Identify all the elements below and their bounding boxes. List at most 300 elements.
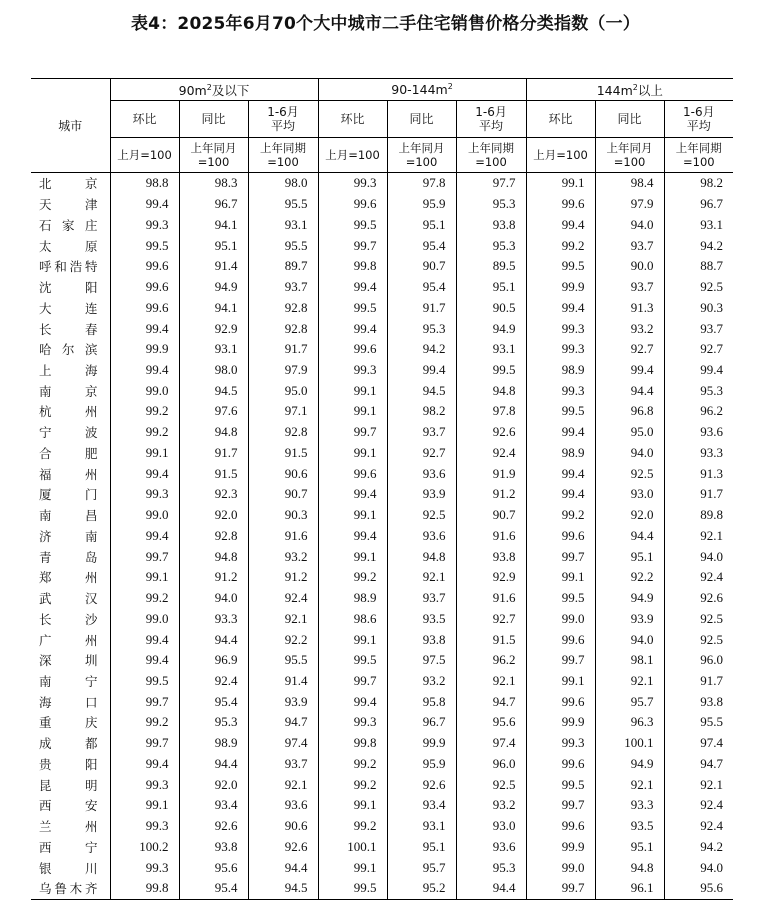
- value-cell: 93.7: [387, 588, 456, 609]
- value-cell: 90.3: [248, 505, 318, 526]
- header-col-base-line: =100: [613, 155, 646, 169]
- table-row: [31, 754, 733, 775]
- value-cell: 94.5: [387, 380, 456, 401]
- value-cell: 99.3: [110, 484, 179, 505]
- table-row: [31, 380, 733, 401]
- value-cell: 96.0: [664, 650, 733, 671]
- value-cell: 96.7: [179, 194, 248, 215]
- value-cell: 99.4: [110, 525, 179, 546]
- value-cell: 100.2: [110, 837, 179, 858]
- header-col-base-line: 上年同期: [260, 141, 307, 155]
- value-cell: 93.2: [456, 795, 526, 816]
- city-cell: 西安: [39, 798, 98, 814]
- header-col-base: 上月=100: [526, 138, 595, 173]
- city-cell: 北京: [39, 176, 98, 192]
- value-cell: 98.0: [179, 360, 248, 381]
- value-cell: 99.4: [526, 484, 595, 505]
- value-cell: 94.1: [179, 297, 248, 318]
- value-cell: 99.2: [318, 816, 387, 837]
- value-cell: 93.7: [595, 277, 664, 298]
- value-cell: 92.1: [387, 567, 456, 588]
- value-cell: 92.4: [456, 443, 526, 464]
- header-col-base-line: =100: [475, 155, 507, 169]
- value-cell: 93.1: [248, 214, 318, 235]
- value-cell: 95.9: [387, 194, 456, 215]
- value-cell: 95.1: [456, 277, 526, 298]
- table-row: [31, 878, 733, 899]
- table-row: [31, 194, 733, 215]
- value-cell: 99.9: [526, 277, 595, 298]
- header-group-sup: 2: [206, 82, 212, 92]
- table-row: [31, 567, 733, 588]
- value-cell: 99.5: [318, 214, 387, 235]
- value-cell: 92.9: [456, 567, 526, 588]
- city-cell: 厦门: [39, 487, 98, 503]
- value-cell: 99.3: [318, 360, 387, 381]
- value-cell: 92.7: [387, 443, 456, 464]
- value-cell: 99.4: [110, 463, 179, 484]
- value-cell: 95.6: [664, 878, 733, 899]
- city-cell: 郑州: [39, 570, 98, 586]
- value-cell: 91.7: [387, 297, 456, 318]
- table-row: [31, 277, 733, 298]
- value-cell: 94.0: [179, 588, 248, 609]
- value-cell: 99.5: [526, 256, 595, 277]
- value-cell: 99.4: [110, 318, 179, 339]
- city-cell: 呼和浩特: [39, 259, 98, 275]
- value-cell: 97.9: [248, 360, 318, 381]
- value-cell: 92.4: [664, 816, 733, 837]
- value-cell: 95.5: [248, 650, 318, 671]
- value-cell: 99.1: [318, 629, 387, 650]
- value-cell: 94.7: [248, 712, 318, 733]
- table-row: [31, 173, 733, 194]
- table-row: [31, 671, 733, 692]
- city-cell: 合肥: [39, 445, 98, 461]
- value-cell: 92.9: [179, 318, 248, 339]
- value-cell: 92.1: [248, 608, 318, 629]
- value-cell: 91.9: [456, 463, 526, 484]
- value-cell: 97.4: [456, 733, 526, 754]
- value-cell: 95.5: [664, 712, 733, 733]
- value-cell: 92.2: [595, 567, 664, 588]
- value-cell: 94.8: [456, 380, 526, 401]
- header-col-name: [248, 101, 318, 138]
- value-cell: 95.1: [387, 837, 456, 858]
- value-cell: 99.2: [110, 712, 179, 733]
- header-col-name-line: 平均: [271, 119, 296, 133]
- value-cell: 99.3: [526, 318, 595, 339]
- value-cell: 99.4: [387, 360, 456, 381]
- header-col-name: 环比: [526, 101, 595, 138]
- value-cell: 92.7: [664, 339, 733, 360]
- value-cell: 98.4: [595, 173, 664, 194]
- header-col-base-line: =100: [405, 155, 438, 169]
- value-cell: 93.6: [387, 463, 456, 484]
- value-cell: 99.1: [318, 505, 387, 526]
- table-row: [31, 650, 733, 671]
- value-cell: 92.8: [248, 422, 318, 443]
- value-cell: 99.0: [110, 505, 179, 526]
- value-cell: 92.1: [595, 774, 664, 795]
- value-cell: 97.8: [456, 401, 526, 422]
- value-cell: 93.2: [595, 318, 664, 339]
- value-cell: 97.7: [456, 173, 526, 194]
- value-cell: 90.7: [387, 256, 456, 277]
- value-cell: 99.1: [318, 443, 387, 464]
- value-cell: 91.2: [179, 567, 248, 588]
- value-cell: 93.1: [456, 339, 526, 360]
- value-cell: 99.1: [110, 795, 179, 816]
- value-cell: 94.9: [595, 588, 664, 609]
- header-col-name-line: 平均: [479, 119, 504, 133]
- value-cell: 99.7: [318, 235, 387, 256]
- table-row: [31, 588, 733, 609]
- value-cell: 98.9: [526, 360, 595, 381]
- value-cell: 99.4: [110, 754, 179, 775]
- value-cell: 93.1: [179, 339, 248, 360]
- value-cell: 99.3: [110, 214, 179, 235]
- city-cell: 广州: [39, 632, 98, 648]
- value-cell: 92.2: [248, 629, 318, 650]
- value-cell: 99.4: [110, 650, 179, 671]
- value-cell: 93.8: [387, 629, 456, 650]
- value-cell: 93.8: [179, 837, 248, 858]
- value-cell: 99.8: [110, 878, 179, 899]
- value-cell: 99.7: [526, 546, 595, 567]
- value-cell: 93.6: [248, 795, 318, 816]
- value-cell: 90.6: [248, 816, 318, 837]
- header-col-name: 同比: [387, 101, 456, 138]
- value-cell: 93.0: [456, 816, 526, 837]
- value-cell: 98.8: [110, 173, 179, 194]
- value-cell: 94.7: [456, 691, 526, 712]
- value-cell: 95.0: [248, 380, 318, 401]
- value-cell: 92.6: [179, 816, 248, 837]
- value-cell: 99.4: [110, 360, 179, 381]
- value-cell: 95.9: [387, 754, 456, 775]
- city-cell: 长春: [39, 321, 98, 337]
- value-cell: 99.5: [318, 297, 387, 318]
- value-cell: 93.4: [387, 795, 456, 816]
- table-row: [31, 401, 733, 422]
- value-cell: 92.4: [179, 671, 248, 692]
- table-row: [31, 256, 733, 277]
- city-cell: 哈尔滨: [39, 342, 98, 358]
- table-row: [31, 443, 733, 464]
- table-row: [31, 816, 733, 837]
- value-cell: 93.6: [456, 837, 526, 858]
- value-cell: 99.4: [318, 525, 387, 546]
- value-cell: 99.2: [110, 588, 179, 609]
- value-cell: 91.7: [664, 484, 733, 505]
- header-col-name-line: 1-6月: [682, 105, 715, 119]
- value-cell: 94.1: [179, 214, 248, 235]
- value-cell: 99.9: [387, 733, 456, 754]
- value-cell: 93.2: [387, 671, 456, 692]
- value-cell: 94.0: [664, 857, 733, 878]
- value-cell: 92.8: [248, 318, 318, 339]
- city-cell: 兰州: [39, 819, 98, 835]
- value-cell: 94.5: [248, 878, 318, 899]
- value-cell: 92.0: [595, 505, 664, 526]
- value-cell: 99.4: [526, 297, 595, 318]
- table-row: [31, 235, 733, 256]
- value-cell: 99.7: [110, 546, 179, 567]
- city-cell: 武汉: [39, 591, 98, 607]
- value-cell: 99.3: [526, 339, 595, 360]
- header-col-base: [664, 138, 733, 173]
- city-cell: 福州: [39, 466, 98, 482]
- value-cell: 90.5: [456, 297, 526, 318]
- header-group-3: $144m^2$以上: [526, 79, 733, 101]
- city-cell: 济南: [39, 528, 98, 544]
- value-cell: 99.6: [318, 463, 387, 484]
- value-cell: 99.8: [318, 256, 387, 277]
- table-row: [31, 297, 733, 318]
- value-cell: 99.7: [110, 691, 179, 712]
- header-col-name: 环比: [318, 101, 387, 138]
- value-cell: 94.8: [179, 546, 248, 567]
- header-city: 城市: [31, 79, 110, 173]
- value-cell: 99.6: [110, 297, 179, 318]
- value-cell: 99.1: [318, 795, 387, 816]
- value-cell: 99.6: [110, 256, 179, 277]
- header-col-base-line: =100: [683, 155, 715, 169]
- header-col-name: [456, 101, 526, 138]
- value-cell: 100.1: [318, 837, 387, 858]
- value-cell: 92.6: [387, 774, 456, 795]
- table-row: [31, 525, 733, 546]
- value-cell: 92.1: [456, 671, 526, 692]
- value-cell: 98.9: [318, 588, 387, 609]
- value-cell: 99.4: [526, 463, 595, 484]
- value-cell: 99.5: [110, 235, 179, 256]
- header-group-1: $90m^2$及以下: [110, 79, 318, 101]
- value-cell: 99.1: [110, 567, 179, 588]
- value-cell: 96.7: [387, 712, 456, 733]
- value-cell: 91.4: [248, 671, 318, 692]
- value-cell: 100.1: [595, 733, 664, 754]
- value-cell: 91.6: [248, 525, 318, 546]
- value-cell: 88.7: [664, 256, 733, 277]
- value-cell: 97.6: [179, 401, 248, 422]
- city-cell: 南昌: [39, 508, 98, 524]
- value-cell: 92.4: [664, 795, 733, 816]
- value-cell: 98.9: [179, 733, 248, 754]
- value-cell: 93.7: [664, 318, 733, 339]
- city-cell: 重庆: [39, 715, 98, 731]
- value-cell: 91.3: [664, 463, 733, 484]
- value-cell: 94.9: [179, 277, 248, 298]
- value-cell: 95.6: [179, 857, 248, 878]
- value-cell: 99.7: [526, 878, 595, 899]
- value-cell: 99.2: [318, 754, 387, 775]
- value-cell: 99.6: [318, 194, 387, 215]
- value-cell: 93.7: [387, 422, 456, 443]
- value-cell: 89.8: [664, 505, 733, 526]
- value-cell: 99.4: [318, 484, 387, 505]
- value-cell: 96.1: [595, 878, 664, 899]
- table-row: [31, 214, 733, 235]
- table-row: [31, 463, 733, 484]
- value-cell: 99.6: [526, 629, 595, 650]
- value-cell: 99.6: [526, 816, 595, 837]
- value-cell: 93.4: [179, 795, 248, 816]
- table-row: [31, 484, 733, 505]
- header-col-base: [595, 138, 664, 173]
- value-cell: 99.5: [110, 671, 179, 692]
- table-header: [31, 79, 733, 173]
- value-cell: 91.2: [248, 567, 318, 588]
- table-row: [31, 339, 733, 360]
- city-cell: 银川: [39, 860, 98, 876]
- value-cell: 92.1: [595, 671, 664, 692]
- value-cell: 95.5: [248, 235, 318, 256]
- value-cell: 99.7: [110, 733, 179, 754]
- value-cell: 92.8: [179, 525, 248, 546]
- value-cell: 99.1: [318, 546, 387, 567]
- value-cell: 92.5: [664, 277, 733, 298]
- city-cell: 南京: [39, 383, 98, 399]
- value-cell: 94.4: [179, 629, 248, 650]
- table-row: [31, 857, 733, 878]
- value-cell: 99.3: [110, 857, 179, 878]
- value-cell: 99.2: [318, 567, 387, 588]
- header-col-name: 同比: [179, 101, 248, 138]
- value-cell: 93.7: [248, 754, 318, 775]
- city-cell: 天津: [39, 197, 98, 213]
- value-cell: 92.1: [664, 774, 733, 795]
- value-cell: 99.6: [110, 277, 179, 298]
- value-cell: 99.3: [110, 774, 179, 795]
- city-cell: 太原: [39, 238, 98, 254]
- city-cell: 长沙: [39, 611, 98, 627]
- value-cell: 96.9: [179, 650, 248, 671]
- value-cell: 99.1: [110, 443, 179, 464]
- value-cell: 91.4: [179, 256, 248, 277]
- city-cell: 成都: [39, 736, 98, 752]
- value-cell: 96.2: [664, 401, 733, 422]
- value-cell: 92.4: [248, 588, 318, 609]
- value-cell: 97.1: [248, 401, 318, 422]
- value-cell: 99.4: [110, 629, 179, 650]
- header-col-base: [387, 138, 456, 173]
- city-cell: 上海: [39, 362, 98, 378]
- value-cell: 95.1: [595, 546, 664, 567]
- value-cell: 92.6: [456, 422, 526, 443]
- value-cell: 94.4: [595, 525, 664, 546]
- value-cell: 99.6: [526, 525, 595, 546]
- value-cell: 98.6: [318, 608, 387, 629]
- header-group-sup: 2: [447, 81, 453, 91]
- value-cell: 99.5: [526, 774, 595, 795]
- value-cell: 99.6: [526, 194, 595, 215]
- value-cell: 94.8: [595, 857, 664, 878]
- value-cell: 91.5: [456, 629, 526, 650]
- value-cell: 94.4: [456, 878, 526, 899]
- value-cell: 92.5: [456, 774, 526, 795]
- header-col-base: 上月=100: [318, 138, 387, 173]
- value-cell: 91.2: [456, 484, 526, 505]
- value-cell: 99.0: [526, 857, 595, 878]
- value-cell: 90.6: [248, 463, 318, 484]
- table-row: [31, 691, 733, 712]
- value-cell: 96.8: [595, 401, 664, 422]
- table-row: [31, 733, 733, 754]
- value-cell: 98.1: [595, 650, 664, 671]
- header-col-base-line: 上年同月: [190, 141, 237, 155]
- value-cell: 99.1: [318, 857, 387, 878]
- value-cell: 91.7: [179, 443, 248, 464]
- city-cell: 青岛: [39, 549, 98, 565]
- value-cell: 99.4: [318, 277, 387, 298]
- header-col-name-line: 1-6月: [267, 105, 299, 119]
- value-cell: 92.0: [179, 774, 248, 795]
- city-cell: 宁波: [39, 425, 98, 441]
- value-cell: 98.2: [664, 173, 733, 194]
- value-cell: 99.3: [318, 173, 387, 194]
- value-cell: 92.1: [248, 774, 318, 795]
- value-cell: 93.9: [595, 608, 664, 629]
- value-cell: 95.6: [456, 712, 526, 733]
- value-cell: 98.0: [248, 173, 318, 194]
- value-cell: 95.4: [179, 691, 248, 712]
- header-col-base-line: =100: [267, 155, 299, 169]
- value-cell: 94.5: [179, 380, 248, 401]
- value-cell: 94.2: [664, 837, 733, 858]
- value-cell: 99.6: [526, 754, 595, 775]
- value-cell: 95.7: [387, 857, 456, 878]
- value-cell: 92.7: [595, 339, 664, 360]
- table-row: [31, 712, 733, 733]
- value-cell: 99.7: [318, 671, 387, 692]
- city-cell: 昆明: [39, 777, 98, 793]
- value-cell: 93.9: [387, 484, 456, 505]
- value-cell: 99.0: [110, 608, 179, 629]
- header-col-base: 上月=100: [110, 138, 179, 173]
- value-cell: 94.4: [248, 857, 318, 878]
- value-cell: 99.6: [526, 691, 595, 712]
- value-cell: 99.3: [110, 816, 179, 837]
- value-cell: 95.3: [456, 194, 526, 215]
- city-cell: 南宁: [39, 673, 98, 689]
- value-cell: 89.5: [456, 256, 526, 277]
- value-cell: 90.7: [456, 505, 526, 526]
- value-cell: 93.9: [248, 691, 318, 712]
- value-cell: 99.2: [526, 235, 595, 256]
- value-cell: 98.2: [387, 401, 456, 422]
- value-cell: 99.3: [526, 733, 595, 754]
- header-col-base: [456, 138, 526, 173]
- value-cell: 95.7: [595, 691, 664, 712]
- value-cell: 91.3: [595, 297, 664, 318]
- value-cell: 92.7: [456, 608, 526, 629]
- table-row: [31, 422, 733, 443]
- value-cell: 99.4: [526, 422, 595, 443]
- value-cell: 93.7: [595, 235, 664, 256]
- value-cell: 93.1: [664, 214, 733, 235]
- header-col-base: [179, 138, 248, 173]
- value-cell: 99.4: [526, 214, 595, 235]
- table-row: [31, 505, 733, 526]
- value-cell: 95.1: [179, 235, 248, 256]
- header-col-base-line: =100: [197, 155, 230, 169]
- value-cell: 99.5: [526, 588, 595, 609]
- value-cell: 99.1: [526, 567, 595, 588]
- value-cell: 96.7: [664, 194, 733, 215]
- value-cell: 96.3: [595, 712, 664, 733]
